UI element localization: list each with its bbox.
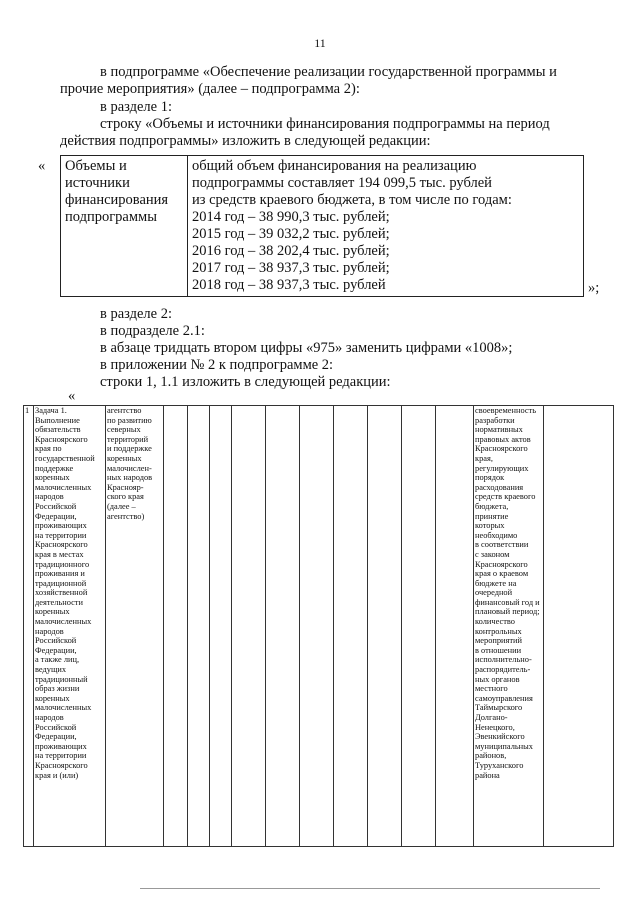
intro-line-4: строку «Объемы и источники финансирования подпрограммы на период [100, 116, 550, 132]
passport-right-line: 2018 год – 38 937,3 тыс. рублей [192, 277, 386, 293]
intro-line-3: в разделе 1: [100, 99, 173, 115]
passport-left-line: подпрограммы [65, 209, 157, 225]
agency-cell: агентство по развитию северных территорий и поддержке коренных малочислен- ных народов Краснояр- ского края (далее – агентство) [106, 406, 164, 847]
program-table [23, 405, 614, 847]
passport-right-line: 2017 год – 38 937,3 тыс. рублей; [192, 260, 390, 276]
empty-cell [368, 406, 402, 847]
section2-line-4: в приложении № 2 к подпрограмме 2: [100, 357, 334, 373]
intro-line-1: в подпрограмме «Обеспечение реализации государственной программы и [100, 64, 557, 80]
empty-cell [188, 406, 210, 847]
empty-cell [210, 406, 232, 847]
passport-left-line: Объемы и [65, 158, 127, 174]
intro-line-2: прочие мероприятия» (далее – подпрограмма 2): [60, 81, 360, 97]
passport-right-line: из средств краевого бюджета, в том числе по годам: [192, 192, 512, 208]
empty-cell [232, 406, 266, 847]
passport-left-line: финансирования [65, 192, 169, 208]
empty-cell [402, 406, 436, 847]
section2-line-3: в абзаце тридцать втором цифры «975» заменить цифрами «1008»; [100, 340, 513, 356]
section2-open-quote: « [68, 388, 76, 404]
section2-line-2: в подразделе 2.1: [100, 323, 205, 339]
page-number: 11 [314, 36, 326, 50]
empty-cell [300, 406, 334, 847]
table-row [24, 406, 614, 847]
intro-line-5: действия подпрограммы» изложить в следующей редакции: [60, 133, 431, 149]
empty-cell [266, 406, 300, 847]
result-cell: своевременность разработки нормативных правовых актов Красноярского края, регулирующих порядок расходования средств краевого бюджета, принятие которых необходимо в соответствии с законом Красноярского края о краевом бюджете на очередной финансовый год и плановый период; количество контрольных мероприятий в отношении исполнительно- распорядитель- ных органов местного самоуправления Таймырского Долгано- Ненецкого, Эвенкийского муниципальных районов, Туруханского района [474, 406, 544, 847]
passport-right-cell [188, 156, 584, 297]
passport-left-line: источники [65, 175, 130, 191]
passport-right-line: общий объем финансирования на реализацию [192, 158, 477, 174]
empty-cell [334, 406, 368, 847]
passport-close-quote: »; [588, 280, 600, 296]
empty-cell [544, 406, 614, 847]
section2-line-1: в разделе 2: [100, 306, 173, 322]
passport-right-line: 2016 год – 38 202,4 тыс. рублей; [192, 243, 390, 259]
passport-right-line: 2015 год – 39 032,2 тыс. рублей; [192, 226, 390, 242]
empty-cell [164, 406, 188, 847]
page-bottom-rule [140, 888, 600, 889]
row-number-cell: 1 [24, 406, 34, 847]
task-cell: Задача 1. Выполнение обязательств Красноярского края по государственной поддержке коренных малочисленных народов Российской Федерации, проживающих на территории Красноярского края в местах традиционного проживания и традиционной хозяйственной деятельности коренных малочисленных народов Российской Федерации, а также лиц, ведущих традиционный образ жизни коренных малочисленных народов Российской Федерации, проживающих на территории Красноярского края и (или) [34, 406, 106, 847]
passport-right-line: подпрограммы составляет 194 099,5 тыс. рублей [192, 175, 492, 191]
passport-table [60, 155, 584, 297]
passport-open-quote: « [38, 158, 46, 174]
passport-left-cell [61, 156, 188, 297]
section2-line-5: строки 1, 1.1 изложить в следующей редакции: [100, 374, 391, 390]
passport-right-line: 2014 год – 38 990,3 тыс. рублей; [192, 209, 390, 225]
empty-cell [436, 406, 474, 847]
